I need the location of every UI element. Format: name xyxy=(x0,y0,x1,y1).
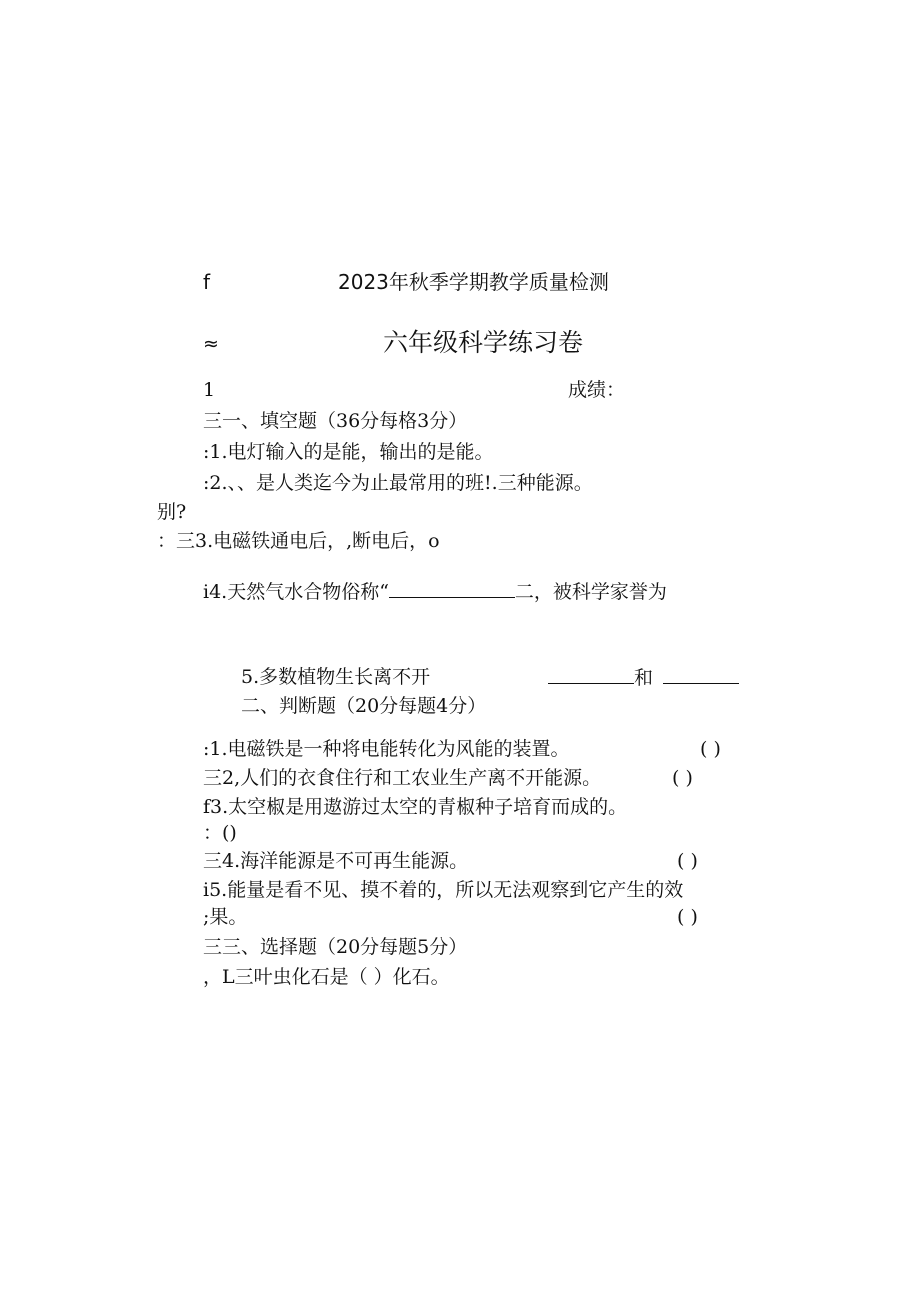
fill-question xyxy=(203,579,667,604)
margin-mark: ≈ xyxy=(203,333,219,355)
judge-question: 三2,人们的衣食住行和工农业生产离不开能源。 xyxy=(203,767,602,789)
answer-paren[interactable]: ：() xyxy=(203,822,237,844)
fill-question-blanks xyxy=(548,665,739,690)
section-heading: 三一、填空题（36分每格3分） xyxy=(203,410,468,432)
fill-question: ：三3.电磁铁通电后，,断电后，o xyxy=(157,530,440,552)
stray-text: 别? xyxy=(157,501,187,523)
question-text: i4.天然气水合物俗称“ xyxy=(203,581,389,603)
answer-paren[interactable]: ( ) xyxy=(700,738,721,760)
choice-question: ，L三叶虫化石是（ ）化石。 xyxy=(203,966,450,988)
answer-blank[interactable] xyxy=(389,579,515,598)
fill-question: :2.、、是人类迄今为止最常用的班!.三种能源。 xyxy=(203,472,593,494)
answer-paren[interactable]: ( ) xyxy=(677,850,698,872)
answer-paren[interactable]: ( ) xyxy=(672,767,693,789)
exam-title: 2023年秋季学期教学质量检测 xyxy=(338,270,609,294)
judge-question-cont: ;果。 xyxy=(203,906,248,928)
answer-paren[interactable]: ( ) xyxy=(677,906,698,928)
judge-question: f3.太空椒是用遨游过太空的青椒种子培育而成的。 xyxy=(203,796,628,818)
judge-question: :1.电磁铁是一种将电能转化为风能的装置。 xyxy=(203,738,570,760)
margin-mark: 1 xyxy=(203,379,216,401)
fill-question: :1.电灯输入的是能，输出的是能。 xyxy=(203,441,494,463)
question-text: 和 xyxy=(634,667,654,689)
section-heading: 二、判断题（20分每题4分） xyxy=(241,695,487,717)
judge-question: 三4.海洋能源是不可再生能源。 xyxy=(203,850,469,872)
answer-blank[interactable] xyxy=(663,665,739,684)
section-heading: 三三、选择题（20分每题5分） xyxy=(203,936,468,958)
answer-blank[interactable] xyxy=(548,665,634,684)
fill-question: 5.多数植物生长离不开 xyxy=(241,666,431,688)
judge-question: i5.能量是看不见、摸不着的，所以无法观察到它产生的效 xyxy=(203,879,684,901)
margin-mark: f xyxy=(203,270,211,294)
score-label: 成绩： xyxy=(568,379,626,401)
question-text: 二，被科学家誉为 xyxy=(514,581,667,603)
exam-subtitle: 六年级科学练习卷 xyxy=(383,328,584,357)
